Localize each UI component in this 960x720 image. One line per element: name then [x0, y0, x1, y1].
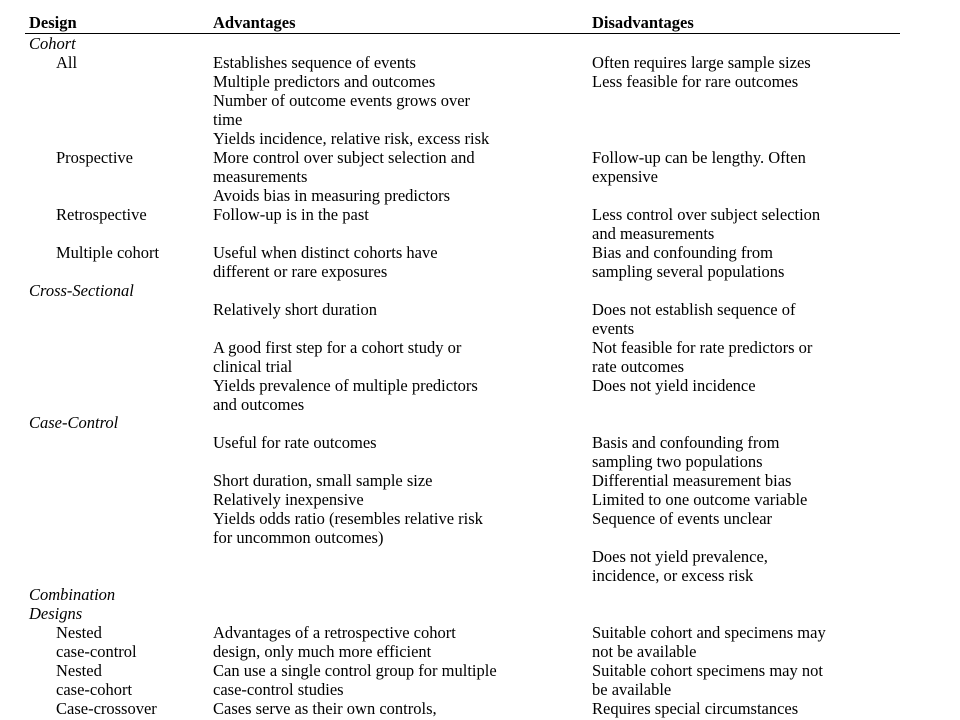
advantage-line: Follow-up is in the past — [213, 205, 369, 224]
design-cell: Retrospective — [56, 205, 147, 224]
advantage-line: Yields odds ratio (resembles relative risk — [213, 509, 483, 528]
disadvantage-line: Does not yield incidence — [592, 376, 756, 395]
header-advantages: Advantages — [213, 13, 296, 32]
table-header-row — [0, 9, 960, 33]
design-cell: Case-crossover — [56, 699, 157, 718]
disadvantage-line: Requires special circumstances — [592, 699, 799, 718]
advantage-line: More control over subject selection and — [213, 148, 475, 167]
header-divider — [25, 33, 900, 34]
advantage-line: different or rare exposures — [213, 262, 388, 281]
disadvantage-line: Follow-up can be lengthy. Often — [592, 148, 806, 167]
disadvantage-line: Not feasible for rate predictors or — [592, 338, 813, 357]
section-title-case-control: Case-Control — [29, 413, 119, 432]
section-title-combination: Combination — [29, 585, 116, 604]
design-cell: case-control — [56, 642, 137, 661]
disadvantage-line: rate outcomes — [592, 357, 685, 376]
disadvantage-line: Sequence of events unclear — [592, 509, 773, 528]
advantage-line: Useful when distinct cohorts have — [213, 243, 438, 262]
disadvantage-line: incidence, or excess risk — [592, 566, 754, 585]
design-cell: case-cohort — [56, 680, 133, 699]
advantage-line: Yields prevalence of multiple predictors — [213, 376, 478, 395]
section-title-designs: Designs — [29, 604, 83, 623]
design-cell: Prospective — [56, 148, 133, 167]
disadvantage-line: not be available — [592, 642, 697, 661]
disadvantage-line: events — [592, 319, 635, 338]
advantage-line: clinical trial — [213, 357, 293, 376]
disadvantage-line: expensive — [592, 167, 658, 186]
advantage-line: Cases serve as their own controls, — [213, 699, 437, 718]
disadvantage-line: Suitable cohort specimens may not — [592, 661, 823, 680]
advantage-line: design, only much more efficient — [213, 642, 432, 661]
advantage-line: measurements — [213, 167, 308, 186]
disadvantage-line: sampling several populations — [592, 262, 785, 281]
advantage-line: Useful for rate outcomes — [213, 433, 377, 452]
advantage-line: Number of outcome events grows over — [213, 91, 471, 110]
disadvantage-line: Differential measurement bias — [592, 471, 792, 490]
section-title-cohort: Cohort — [29, 34, 76, 53]
advantage-line: Avoids bias in measuring predictors — [213, 186, 451, 205]
disadvantage-line: Bias and confounding from — [592, 243, 774, 262]
advantage-line: Can use a single control group for multiple — [213, 661, 497, 680]
header-design: Design — [29, 13, 77, 32]
advantage-line: Relatively inexpensive — [213, 490, 364, 509]
design-cell: All — [56, 53, 78, 72]
disadvantage-line: Does not yield prevalence, — [592, 547, 768, 566]
design-cell: Nested — [56, 623, 102, 642]
advantage-line: A good first step for a cohort study or — [213, 338, 462, 357]
disadvantage-line: be available — [592, 680, 672, 699]
advantage-line: Advantages of a retrospective cohort — [213, 623, 456, 642]
advantage-line: for uncommon outcomes) — [213, 528, 384, 547]
disadvantage-line: Often requires large sample sizes — [592, 53, 811, 72]
disadvantage-line: Suitable cohort and specimens may — [592, 623, 826, 642]
design-cell: Multiple cohort — [56, 243, 160, 262]
advantage-line: and outcomes — [213, 395, 305, 414]
disadvantage-line: Does not establish sequence of — [592, 300, 796, 319]
disadvantage-line: and measurements — [592, 224, 715, 243]
header-disadvantages: Disadvantages — [592, 13, 694, 32]
advantage-line: Relatively short duration — [213, 300, 378, 319]
disadvantage-line: sampling two populations — [592, 452, 763, 471]
disadvantage-line: Less control over subject selection — [592, 205, 821, 224]
disadvantage-line: Basis and confounding from — [592, 433, 780, 452]
advantage-line: Establishes sequence of events — [213, 53, 416, 72]
advantage-line: Yields incidence, relative risk, excess risk — [213, 129, 490, 148]
disadvantage-line: Limited to one outcome variable — [592, 490, 808, 509]
advantage-line: case-control studies — [213, 680, 344, 699]
advantage-line: time — [213, 110, 243, 129]
disadvantage-line: Less feasible for rare outcomes — [592, 72, 799, 91]
design-cell: Nested — [56, 661, 102, 680]
section-title-cross-sectional: Cross-Sectional — [29, 281, 134, 300]
advantage-line: Multiple predictors and outcomes — [213, 72, 436, 91]
advantage-line: Short duration, small sample size — [213, 471, 433, 490]
